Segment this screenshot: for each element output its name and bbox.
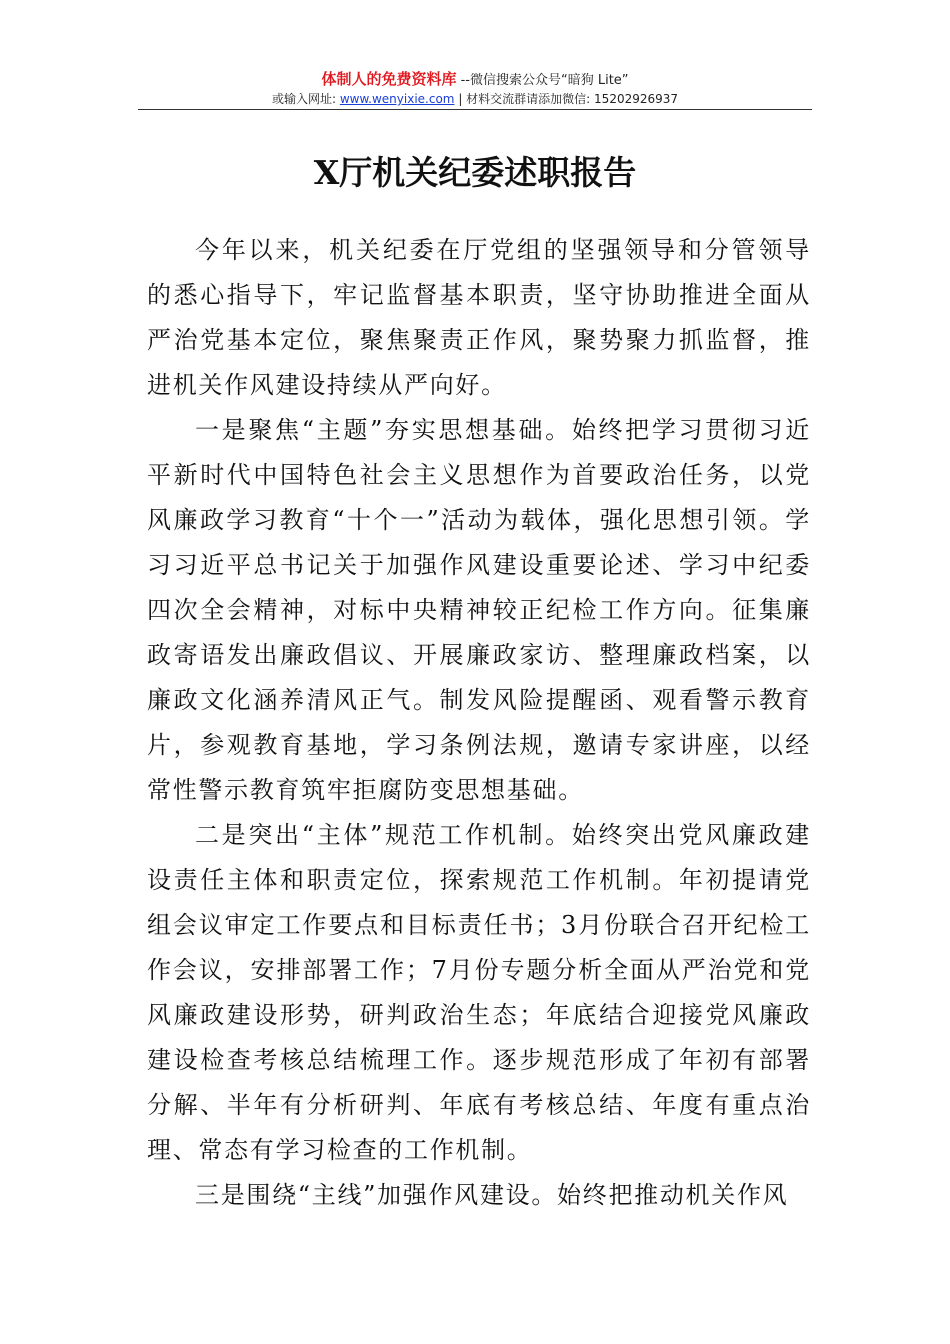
document-title: X厅机关纪委述职报告 xyxy=(313,153,637,192)
paragraph-intro: 今年以来，机关纪委在厅党组的坚强领导和分管领导的悉心指导下，牢记监督基本职责，坚守协助推进全面从严治党基本定位，聚焦聚责正作风，聚势聚力抓监督，推进机关作风建设持续从严向好。 xyxy=(147,236,811,399)
header-wechat-prefix: | 材料交流群请添加微信: xyxy=(458,92,591,106)
page-header xyxy=(138,70,812,108)
header-divider xyxy=(138,109,812,110)
header-brand: 体制人的免费资料库 xyxy=(321,70,457,88)
header-url-link[interactable]: www.wenyixie.com xyxy=(339,92,455,106)
header-line-1 xyxy=(138,70,812,90)
header-line-2 xyxy=(138,91,812,108)
paragraph-point-3: 三是围绕“主线”加强作风建设。始终把推动机关作风 xyxy=(195,1181,789,1209)
paragraph-point-2: 二是突出“主体”规范工作机制。始终突出党风廉政建设责任主体和职责定位，探索规范工作机制。年初提请党组会议审定工作要点和目标责任书；3月份联合召开纪检工作会议，安排部署工作；7月份专题分析全面从严治党和党风廉政建设形势，研判政治生态；年底结合迎接党风廉政建设检查考核总结梳理工作。逐步规范形成了年初有部署分解、半年有分析研判、年底有考核总结、年度有重点治理、常态有学习检查的工作机制。 xyxy=(147,821,811,1164)
header-url-prefix: 或输入网址: xyxy=(271,92,336,106)
header-wechat-number: 15202926937 xyxy=(594,92,679,106)
header-tagline: --微信搜索公众号“暗狗 Lite” xyxy=(460,73,629,88)
document-body xyxy=(147,228,811,1218)
paragraph-point-1: 一是聚焦“主题”夯实思想基础。始终把学习贯彻习近平新时代中国特色社会主义思想作为首要政治任务，以党风廉政学习教育“十个一”活动为载体，强化思想引领。学习习近平总书记关于加强作风建设重要论述、学习中纪委四次全会精神，对标中央精神较正纪检工作方向。征集廉政寄语发出廉政倡议、开展廉政家访、整理廉政档案，以廉政文化涵养清风正气。制发风险提醒函、观看警示教育片，参观教育基地，学习条例法规，邀请专家讲座，以经常性警示教育筑牢拒腐防变思想基础。 xyxy=(147,416,811,804)
